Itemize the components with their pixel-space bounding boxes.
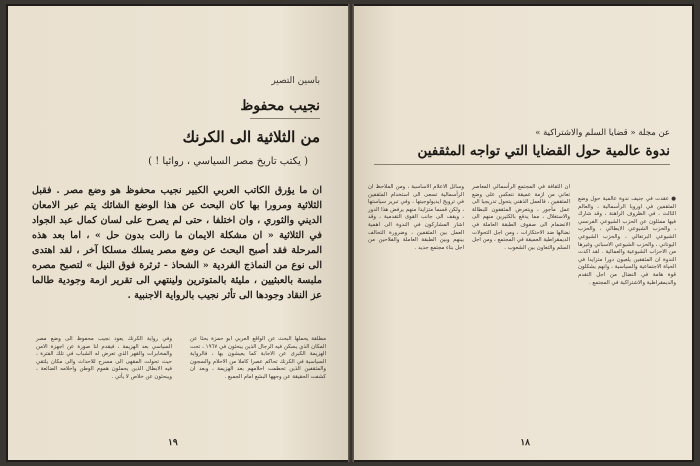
article-title-right: ندوة عالمية حول القضايا التي تواجه المثقفين	[417, 143, 670, 159]
paragraph: ان الثقافة في المجتمع الرأسمالي المعاصر تعاني من ازمة عميقة تنعكس على وضع المثقفين ، فالعمل الذهني يتحول تدريجيا الى عمل مأجور ، ويتعرض المثقفون للبطالة والاستغلال ، مما يدفع بالكثيرين منهم الى الانضمام الى صفوف الطبقة العاملة في نضالها ضد الاحتكارات ، ومن اجل التحولات الديمقراطية العميقة في المجتمع ، ومن اجل السلم والتعاون بين الشعوب .	[472, 184, 570, 251]
article-title: من الثلاثية الى الكرنك	[182, 128, 320, 146]
right-page	[354, 6, 692, 460]
article-subtitle: ( يكتب تاريخ مصر السياسي ، روائيا ! )	[148, 156, 308, 167]
article-title-name: نجيب محفوظ	[240, 98, 320, 114]
paragraph: وفي رواية الكرنك يعود نجيب محفوظ الى وضع مصر السياسي بعد الهزيمة ، فيقدم لنا صورة عن اجهزة الامن والمخابرات والقهر الذي تعرض له الشباب في تلك الفترة ، حيث تحولت المقهى الى مسرح للاحداث والى مكان يلتقي فيه الابطال الذين يحملون هموم الوطن واحلامه الضائعة ، ويبحثون عن خلاص لا يأتي .	[36, 336, 172, 380]
title-underline	[250, 118, 320, 119]
right-page-column-2	[472, 184, 570, 255]
paragraph: مطلقة يحملها البحث عن الواقع العربي ابو حمزة بحثا عن المكان الذي يسكن فيه الرجال الذين يبحثون في ١٩٦٧ ، تحت الهزيمة الكبرى عن الاجابة كما يعيشون بها ، فالرواية السياسية في الكرنك تحاكم عصرا كاملا من الاحلام والسجون والمثقفين الذين تحطمت احلامهم بعد الهزيمة ، وبعد ان كشفت الحقيقة عن وجهها البشع امام الجميع .	[190, 336, 326, 380]
paragraph: ● عقدت في جنيف ندوة عالمية حول وضع المثقفين في اوروبا الرأسمالية ، والعالم الثالث ، في الظروف الراهنة ، وقد شارك فيها ممثلون عن الحزب الشيوعي الفرنسي ، والحزب الشيوعي الايطالي ، والحزب الشيوعي البرتغالي ، والحزب الشيوعي اليوناني ، والحزب الشيوعي الاسباني وغيرها من الاحزاب الشيوعية والعمالية . لقد اكدت الندوة ان المثقفين يلعبون دورا متزايدا في الحياة الاجتماعية والسياسية ، وانهم يشكلون قوة هامة في النضال من اجل التقدم والديمقراطية والاشتراكية في المجتمع .	[578, 196, 676, 286]
page-number-left: ١٩	[168, 438, 178, 448]
left-page-column-left	[36, 336, 172, 385]
magazine-spread	[6, 4, 694, 462]
article-author: باسين التصير	[271, 76, 320, 86]
right-page-column-1	[578, 196, 676, 290]
title-rule	[374, 164, 670, 165]
article-source: عن مجلة « قضايا السلم والاشتراكية »	[535, 128, 670, 138]
page-number-right: ١٨	[520, 438, 530, 448]
left-page-column-right	[190, 336, 326, 385]
article-lede: ان ما يؤرق الكاتب العربي الكبير نجيب محفوظ هو وضع مصر . فقبل الثلاثية ومرورا بها كان البحث عن هذا الوضع الشائك يتم عبر الامعان الديني والثوري ، وان اختلفا ، حتى لم يصرح على لسان كمال عبد الجواد في الثلاثية « ان مشكلة الايمان ما زالت بدون حل » ، اما بعد هذه المرحلة فقد أصبح البحث عن وضع مصر يسلك مسلكا آخر ، لقد اهتدى الى نوع من النماذج الفردية « الشحاذ - ثرثرة فوق النيل » لتصبح مصره ملبسة بالعبثيين ، مليئة بالمتوترين ولينتهي الى تقرير ازمة وجودية طالما عز النقاد وجودها الى تأثر نجيب بالرواية الاجنبية .	[32, 185, 322, 301]
right-page-column-3	[368, 184, 464, 255]
paragraph: وسائل الاعلام الاساسية ، ومن الملاحظ ان الرأسمالية تسعى الى استخدام المثقفين في ترويج ايديولوجيتها ، وفي تبرير سياستها ، ولكن قسما متزايدا منهم يرفض هذا الدور ، ويقف الى جانب القوى التقدمية ، وقد اشار المشاركون في الندوة الى اهمية العمل بين المثقفين ، وضرورة التحالف بينهم وبين الطبقة العاملة والفلاحين من اجل بناء مجتمع جديد .	[368, 184, 464, 251]
left-page	[8, 6, 348, 460]
